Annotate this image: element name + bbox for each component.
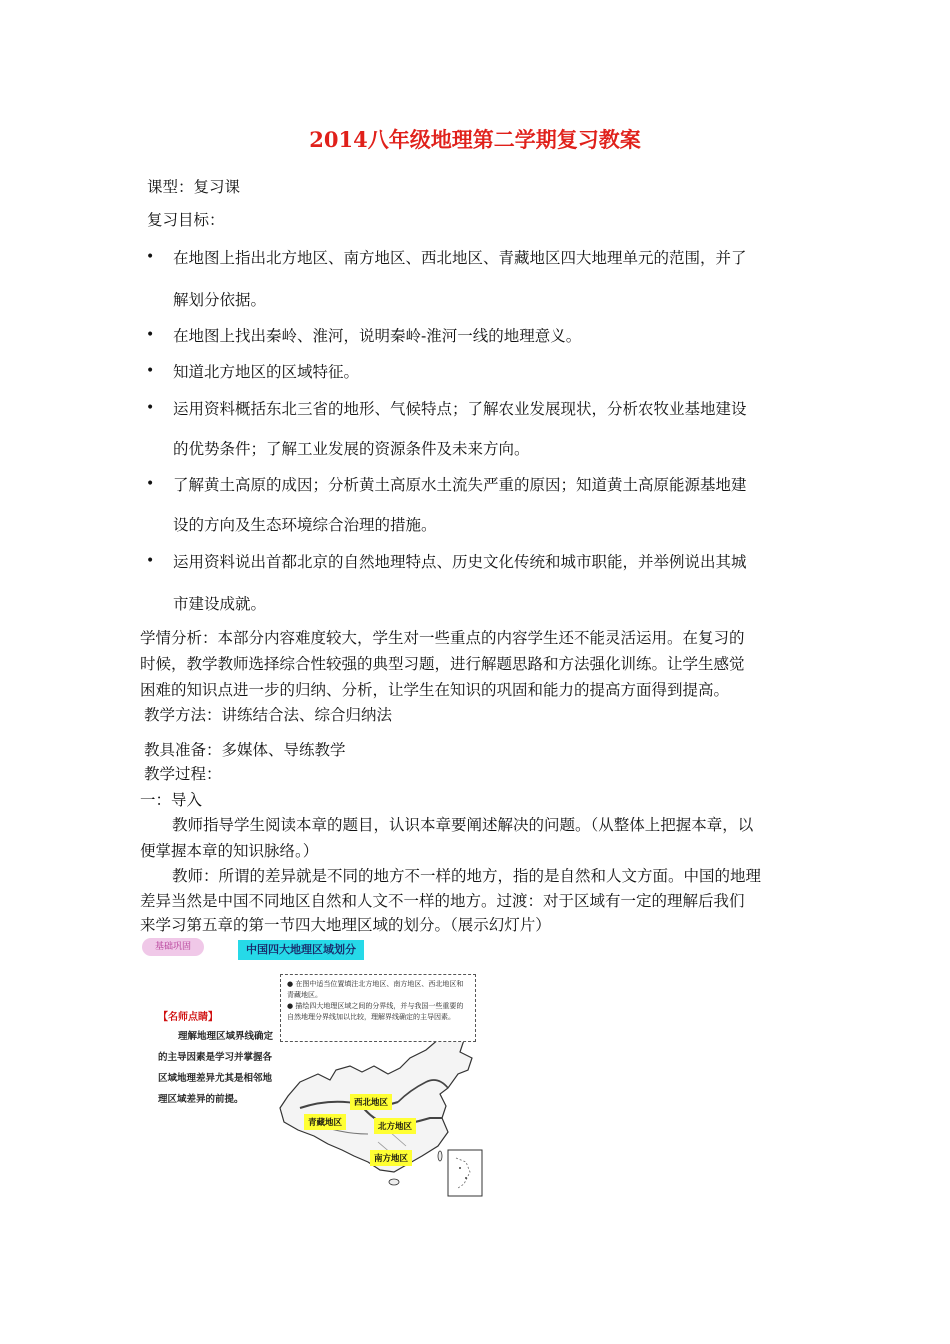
china-map-icon [270,1022,498,1198]
goal-4-line-1: 运用资料概括东北三省的地形、气候特点；了解农业发展现状，分析农牧业基地建设 [173,400,747,418]
callout-item-2: ● 描绘四大地理区域之间的分界线，并与我国一些重要的自然地理分界线加以比较，理解界线确定的主导因素。 [287,1002,464,1021]
tip-title: 【名师点睛】 [158,1012,218,1023]
lesson-type: 课型：复习课 [147,178,241,196]
document-title: 2014八年级地理第二学期复习教案 [309,127,641,152]
task-callout [280,974,476,1042]
teaching-process: 教学过程： [144,765,222,783]
goal-6-line-1: 运用资料说出首都北京的自然地理特点、历史文化传统和城市职能，并举例说出其城 [173,553,747,571]
goal-6-line-2: 市建设成就。 [173,595,267,613]
goal-1-line-2: 解划分依据。 [173,291,267,309]
goal-3-line-1: 知道北方地区的区域特征。 [173,363,360,381]
label-qingzang-region: 青藏地区 [304,1114,346,1130]
figure-title: 中国四大地理区域划分 [238,940,364,960]
goal-2-line-1: 在地图上找出秦岭、淮河，说明秦岭-淮河一线的地理意义。 [173,327,582,345]
analysis-line-2: 时候，教学教师选择综合性较强的典型习题，进行解题思路和方法强化训练。让学生感觉 [140,655,745,673]
callout-item-1: ● 在图中适当位置填注北方地区、南方地区、西北地区和青藏地区。 [287,980,464,999]
tip-text: 理解地理区域界线确定的主导因素是学习并掌握各区域地理差异尤其是相邻地理区域差异的前提。 [158,1031,274,1105]
section-badge: 基础巩固 [142,938,204,956]
label-north-region: 北方地区 [374,1118,416,1134]
para-2-line-2: 差异当然是中国不同地区自然和人文不一样的地方。过渡：对于区域有一定的理解后我们 [140,892,745,910]
bullet-icon: • [146,553,155,569]
bullet-icon: • [146,476,155,492]
bullet-icon: • [146,400,155,416]
goal-4-line-2: 的优势条件；了解工业发展的资源条件及未来方向。 [173,440,530,458]
analysis-line-3: 困难的知识点进一步的归纳、分析，让学生在知识的巩固和能力的提高方面得到提高。 [140,681,730,699]
para-2-line-1: 教师：所谓的差异就是不同的地方不一样的地方，指的是自然和人文方面。中国的地理 [172,867,762,885]
label-northwest-region: 西北地区 [350,1094,392,1110]
teaching-tools: 教具准备：多媒体、导练教学 [144,741,346,759]
bullet-icon: • [146,327,155,343]
para-1-line-2: 便掌握本章的知识脉络。） [140,842,319,860]
bullet-icon: • [146,249,155,265]
china-regions-figure [142,938,502,1198]
para-2-line-3: 来学习第五章的第一节四大地理区域的划分。（展示幻灯片） [140,916,551,934]
analysis-line-1: 学情分析：本部分内容难度较大，学生对一些重点的内容学生还不能灵活运用。在复习的 [140,629,745,647]
goal-5-line-1: 了解黄土高原的成因；分析黄土高原水土流失严重的原因；知道黄土高原能源基地建 [173,476,747,494]
goal-5-line-2: 设的方向及生态环境综合治理的措施。 [173,516,437,534]
goal-1-line-1: 在地图上指出北方地区、南方地区、西北地区、青藏地区四大地理单元的范围，并了 [173,249,747,267]
label-south-region: 南方地区 [370,1150,412,1166]
bullet-icon: • [146,363,155,379]
teaching-method: 教学方法：讲练结合法、综合归纳法 [144,706,393,724]
para-1-line-1: 教师指导学生阅读本章的题目，认识本章要阐述解决的问题。（从整体上把握本章，以 [172,816,754,834]
goals-label: 复习目标： [147,211,225,229]
section-1-heading: 一：导入 [140,791,203,809]
